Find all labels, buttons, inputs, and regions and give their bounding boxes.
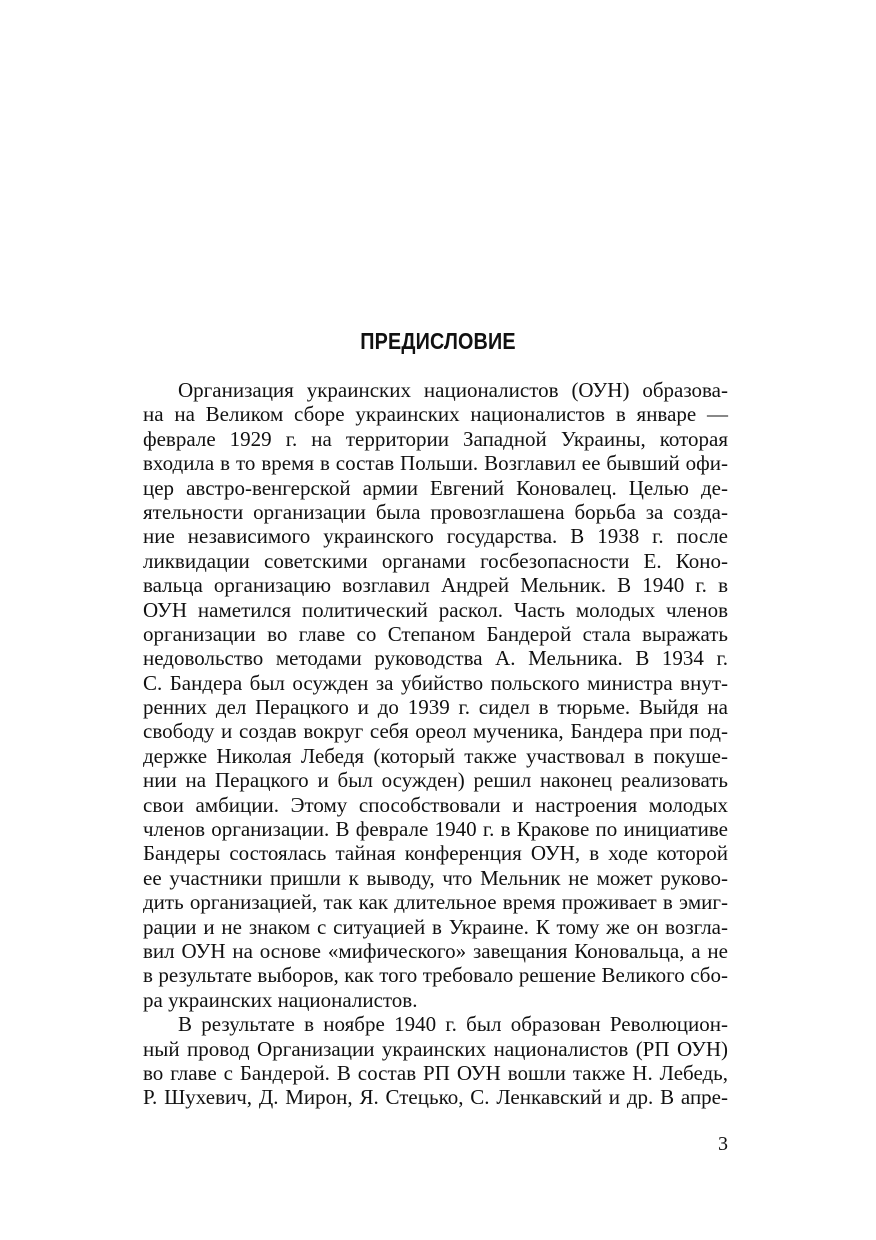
text-line: ренних дел Перацкого и до 1939 г. сидел в тюрьме. Выйдя на <box>143 695 728 720</box>
paragraph-2 <box>143 1012 728 1110</box>
text-line: нии на Перацкого и был осужден) решил наконец реализовать <box>143 768 728 793</box>
text-line: держке Николая Лебедя (который также участвовал в покуше- <box>143 743 728 768</box>
text-line: ние независимого украинского государства. В 1938 г. после <box>143 524 728 549</box>
text-line: ятельности организации была провозглашена борьба за созда- <box>143 499 728 524</box>
paragraph-1 <box>143 378 728 1012</box>
text-line: Бандеры состоялась тайная конференция ОУН, в ходе которой <box>143 841 728 866</box>
text-line: ОУН наметился политический раскол. Часть молодых членов <box>143 597 728 622</box>
text-line: Р. Шухевич, Д. Мирон, Я. Стецько, С. Ленкавский и др. В апре- <box>143 1085 728 1110</box>
text-line: Организация украинских националистов (ОУН) образова- <box>178 378 728 402</box>
text-line: во главе с Бандерой. В состав РП ОУН вошли также Н. Лебедь, <box>143 1060 728 1085</box>
text-line: ее участники пришли к выводу, что Мельник не может руково- <box>143 865 728 890</box>
text-line: В результате в ноябре 1940 г. был образован Революцион- <box>178 1012 728 1037</box>
text-line: ра украинских националистов. <box>143 987 418 1012</box>
text-line: недовольство методами руководства А. Мельника. В 1934 г. <box>143 646 728 671</box>
text-line: в результате выборов, как того требовало решение Великого сбо- <box>143 963 728 988</box>
page-number: 3 <box>718 1133 728 1155</box>
text-line: организации во главе со Степаном Бандерой стала выражать <box>143 621 728 646</box>
text-line: дить организацией, так как длительное время проживает в эмиг- <box>143 890 728 915</box>
text-line: на на Великом сборе украинских националистов в январе — <box>143 402 728 427</box>
text-line: вальца организацию возглавил Андрей Мельник. В 1940 г. в <box>143 573 728 598</box>
text-line: свои амбиции. Этому способствовали и настроения молодых <box>143 792 728 817</box>
text-line: входила в то время в состав Польши. Возглавил ее бывший офи- <box>143 451 728 476</box>
text-line: вил ОУН на основе «мифического» завещания Коновальца, а не <box>143 938 728 963</box>
text-line: С. Бандера был осужден за убийство польского министра внут- <box>143 670 728 695</box>
text-line: цер австро-венгерской армии Евгений Коновалец. Целью де- <box>143 475 728 500</box>
text-line: членов организации. В феврале 1940 г. в Кракове по инициативе <box>143 817 728 842</box>
text-line: ликвидации советскими органами госбезопасности Е. Коно- <box>143 548 728 573</box>
text-line: феврале 1929 г. на территории Западной Украины, которая <box>143 426 728 451</box>
text-line: свободу и создав вокруг себя ореол мученика, Бандера при под- <box>143 719 728 744</box>
chapter-title: ПРЕДИСЛОВИЕ <box>360 328 516 354</box>
body-text <box>143 378 728 1110</box>
text-line: рации и не знаком с ситуацией в Украине. К тому же он возгла- <box>143 914 728 939</box>
text-line: ный провод Организации украинских националистов (РП ОУН) <box>143 1036 728 1061</box>
